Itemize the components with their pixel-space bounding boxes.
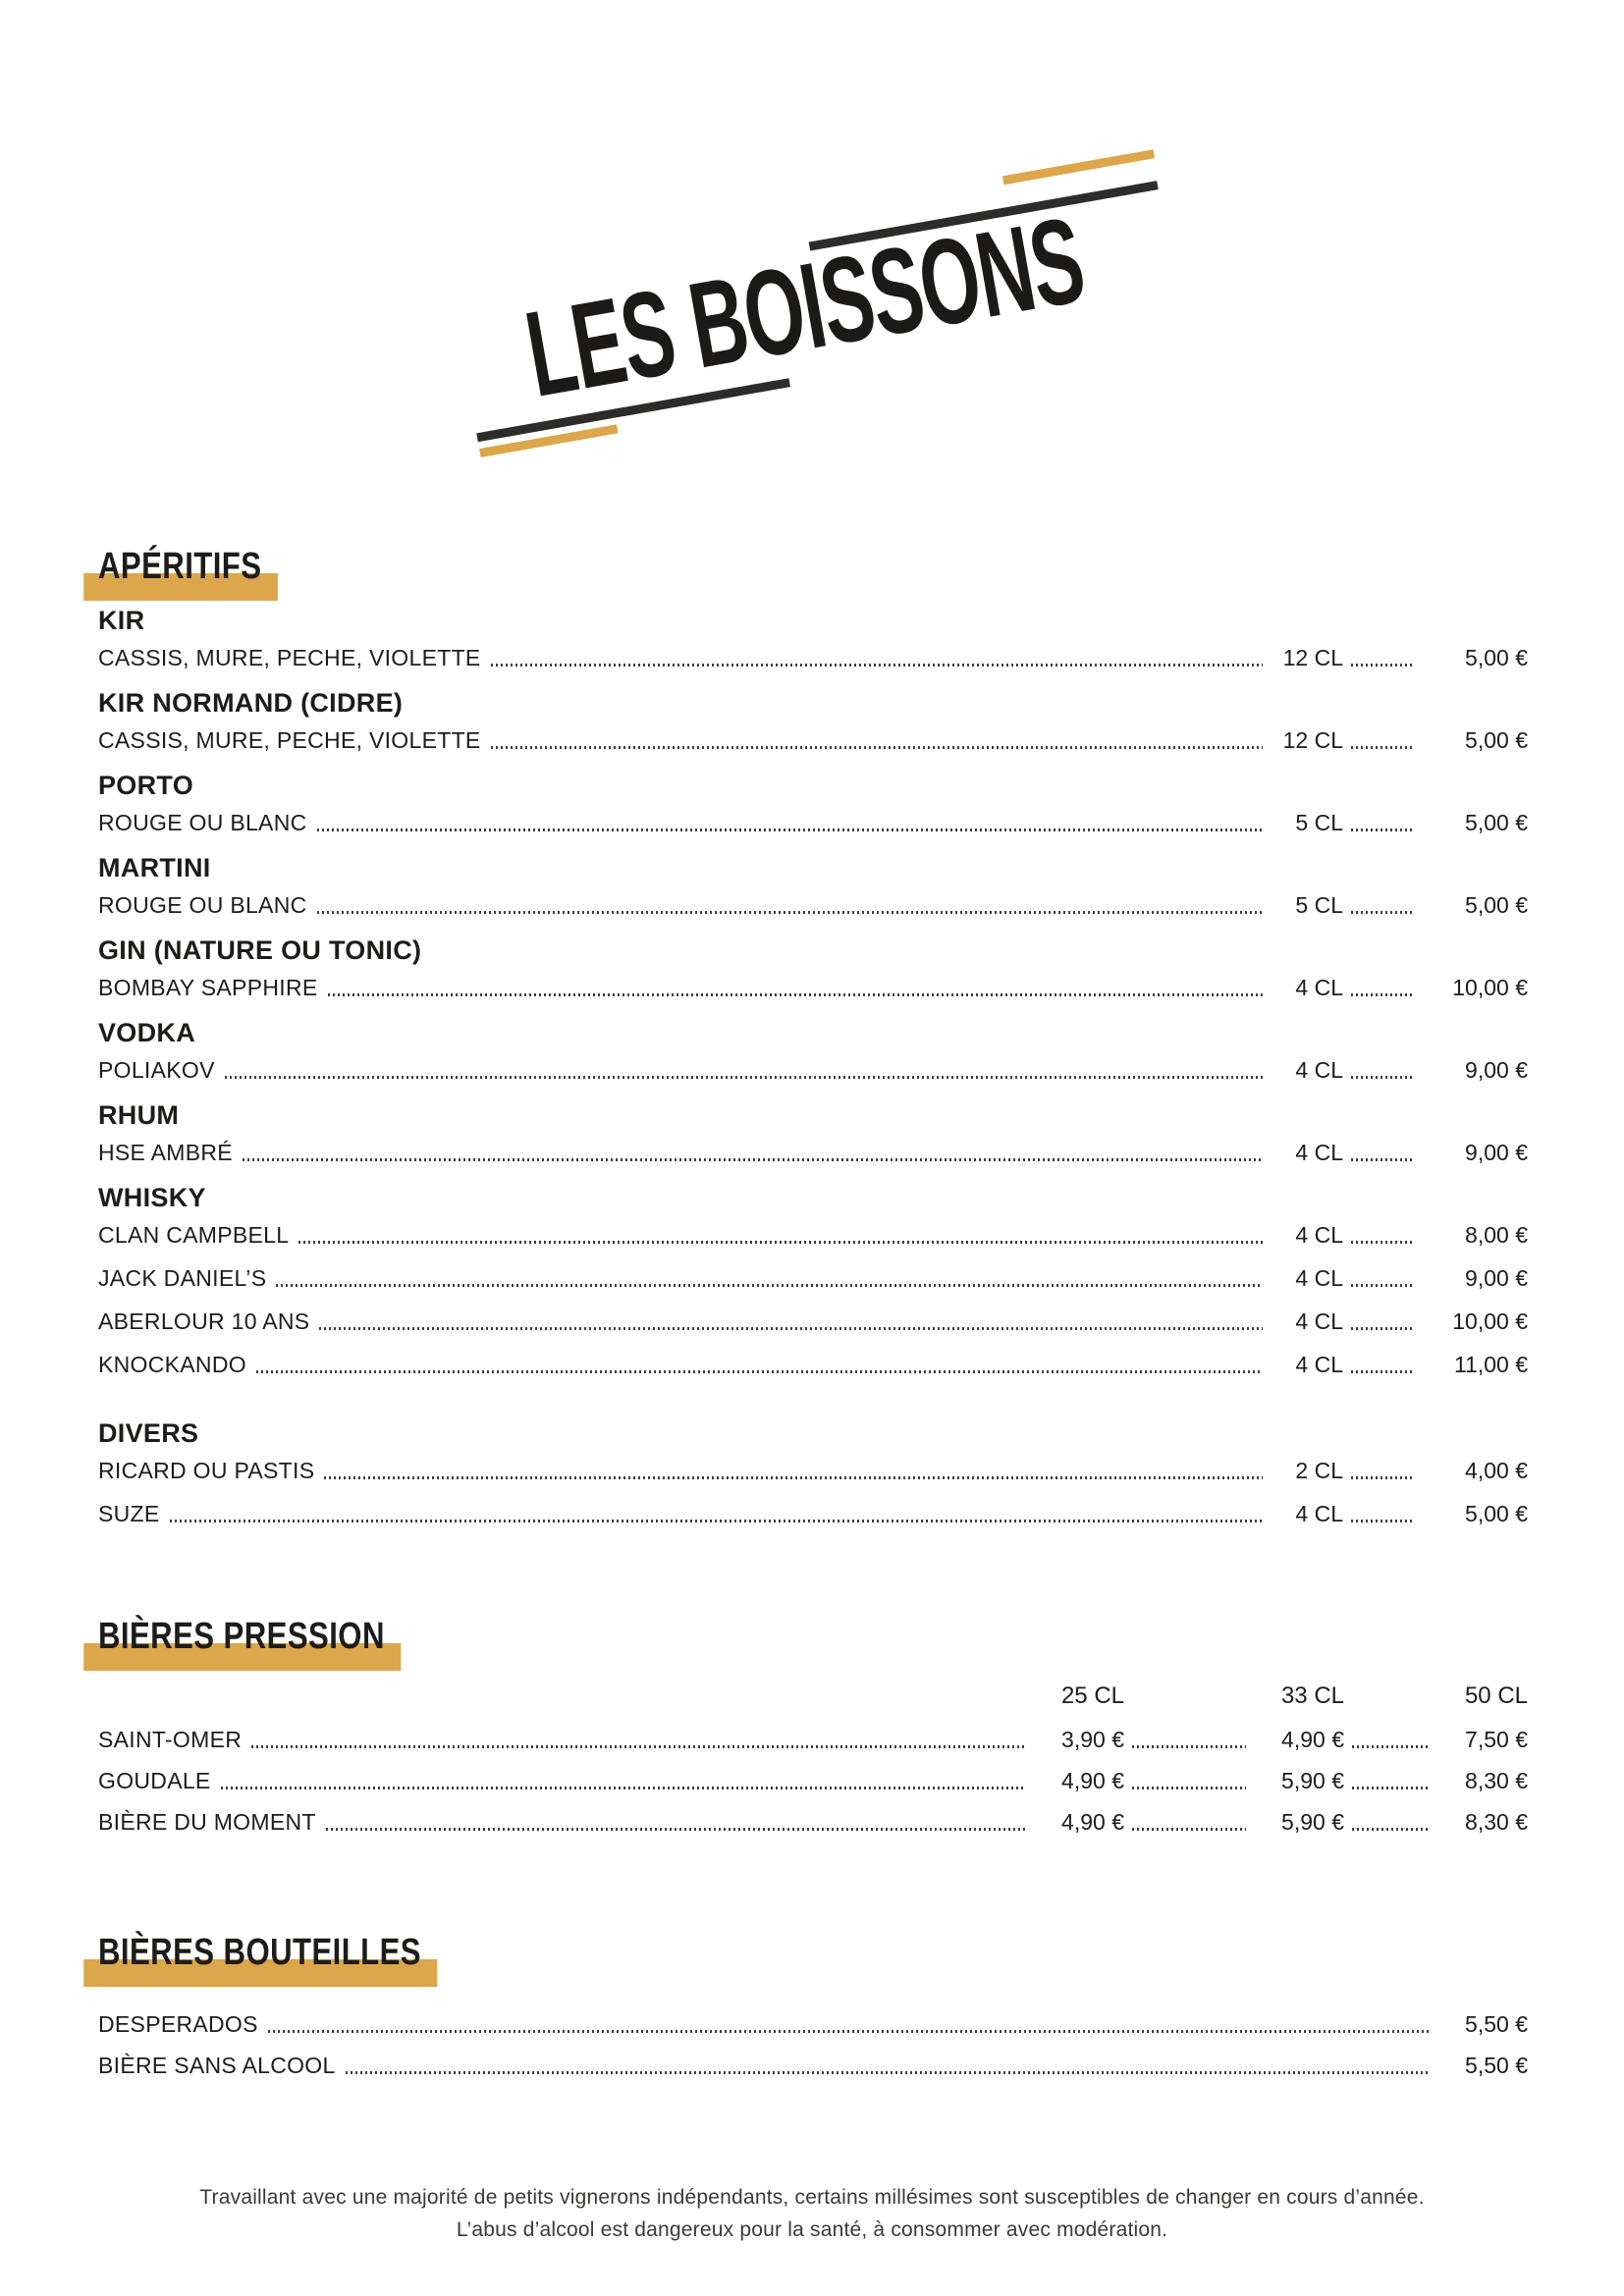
dotted-leader (346, 2071, 1430, 2074)
price-value: 10,00 € (1452, 1308, 1528, 1334)
dotted-leader (1351, 1520, 1412, 1522)
price-value: 5,00 € (1465, 1501, 1528, 1526)
item-description: JACK DANIEL’S (98, 1265, 267, 1291)
dotted-leader (1352, 1745, 1430, 1748)
volume-value: 5 CL (1295, 892, 1343, 918)
menu-group (98, 603, 1528, 671)
dotted-leader (1351, 664, 1412, 667)
title-accent-line-gold-top (1002, 149, 1155, 185)
price-value-25cl: 3,90 € (1061, 1727, 1124, 1752)
dotted-leader (317, 911, 1263, 914)
item-description: ROUGE OU BLANC (98, 810, 307, 835)
menu-group-divers (98, 1415, 1528, 1527)
item-row (98, 1763, 1528, 1794)
item-description: RICARD OU PASTIS (98, 1458, 315, 1483)
price-value: 5,00 € (1465, 645, 1528, 670)
dotted-leader (221, 1787, 1026, 1789)
item-row (98, 1304, 1528, 1335)
item-name: BIÈRE DU MOMENT (98, 1809, 316, 1835)
item-name: PORTO (98, 771, 194, 800)
dotted-leader (251, 1745, 1026, 1748)
item-row (98, 1722, 1528, 1753)
item-name: GOUDALE (98, 1768, 211, 1793)
price-value-33cl: 4,90 € (1281, 1727, 1344, 1752)
dotted-leader (268, 2030, 1430, 2033)
section-heading-wrap (98, 1930, 1528, 1975)
footer-line-2: L’abus d’alcool est dangereux pour la santé, à consommer avec modération. (456, 2218, 1168, 2241)
dotted-leader (317, 828, 1263, 831)
item-name: MARTINI (98, 853, 211, 882)
item-row (98, 887, 1528, 919)
footer-disclaimer (0, 2181, 1624, 2246)
price-value: 9,00 € (1465, 1057, 1528, 1083)
dotted-leader (243, 1158, 1263, 1161)
dotted-leader (1132, 1828, 1246, 1831)
volume-value: 4 CL (1295, 1140, 1343, 1165)
item-row (98, 1052, 1528, 1084)
dotted-leader (1351, 746, 1412, 749)
section-heading-bieres-pression (98, 1614, 385, 1659)
price-value: 10,00 € (1452, 975, 1528, 1000)
column-header-33cl: 33 CL (1280, 1682, 1344, 1709)
dotted-leader (1351, 1284, 1412, 1287)
dotted-leader (170, 1520, 1263, 1522)
section-heading-text: BIÈRES BOUTEILLES (98, 1932, 421, 1973)
volume-value: 12 CL (1282, 727, 1343, 753)
beer-columns-header (98, 1679, 1528, 1710)
item-description: CASSIS, MURE, PECHE, VIOLETTE (98, 727, 481, 753)
price-value: 5,50 € (1465, 2053, 1528, 2078)
dotted-leader (328, 993, 1264, 996)
footer-line-1: Travaillant avec une majorité de petits vignerons indépendants, certains millésimes sont susceptibles de changer en cours d’année. (199, 2186, 1425, 2209)
item-description: ABERLOUR 10 ANS (98, 1308, 310, 1334)
price-value: 11,00 € (1453, 1352, 1528, 1377)
item-name: RHUM (98, 1100, 180, 1130)
item-name: BIÈRE SANS ALCOOL (98, 2053, 336, 2078)
price-value: 5,00 € (1465, 727, 1528, 753)
price-value: 5,50 € (1465, 2011, 1528, 2037)
dotted-leader (491, 746, 1263, 749)
menu-group (98, 685, 1528, 754)
section-heading-wrap (98, 1614, 1528, 1659)
volume-value: 4 CL (1295, 1308, 1343, 1334)
item-description: CLAN CAMPBELL (98, 1222, 290, 1248)
item-row (98, 722, 1528, 754)
dotted-leader (1351, 1158, 1412, 1161)
price-value: 9,00 € (1465, 1265, 1528, 1291)
price-value: 8,00 € (1465, 1222, 1528, 1248)
dotted-leader (225, 1076, 1263, 1079)
dotted-leader (1351, 828, 1412, 831)
dotted-leader (1351, 911, 1412, 914)
item-description: HSE AMBRÉ (98, 1140, 233, 1165)
dotted-leader (1352, 1828, 1430, 1831)
title-block (516, 174, 1187, 470)
volume-value: 2 CL (1295, 1458, 1343, 1483)
beer-rows (98, 1722, 1528, 1836)
menu-group (98, 933, 1528, 1001)
volume-value: 4 CL (1295, 1057, 1343, 1083)
bottle-rows (98, 2006, 1528, 2079)
price-value-25cl: 4,90 € (1061, 1768, 1124, 1793)
section-heading-aperitifs (98, 544, 261, 589)
item-name: KIR NORMAND (CIDRE) (98, 688, 404, 718)
dotted-leader (1351, 1476, 1412, 1479)
menu-group (98, 850, 1528, 919)
item-row (98, 1260, 1528, 1292)
item-description: POLIAKOV (98, 1057, 215, 1083)
item-name: DIVERS (98, 1418, 199, 1448)
volume-value: 4 CL (1295, 1352, 1343, 1377)
item-row (98, 805, 1528, 836)
price-value-50cl: 7,50 € (1465, 1727, 1528, 1752)
price-value-25cl: 4,90 € (1061, 1809, 1124, 1835)
dotted-leader (1132, 1787, 1246, 1789)
item-description: SUZE (98, 1501, 160, 1526)
dotted-leader (1351, 993, 1412, 996)
column-header-50cl: 50 CL (1464, 1682, 1528, 1709)
item-row (98, 1347, 1528, 1378)
item-name: WHISKY (98, 1183, 206, 1212)
item-name: SAINT-OMER (98, 1727, 243, 1752)
price-value-50cl: 8,30 € (1465, 1768, 1528, 1793)
item-name: GIN (NATURE OU TONIC) (98, 935, 422, 965)
dotted-leader (298, 1241, 1263, 1244)
item-row (98, 2006, 1528, 2038)
column-header-25cl: 25 CL (1060, 1682, 1124, 1709)
dotted-leader (276, 1284, 1263, 1287)
item-name: DESPERADOS (98, 2011, 258, 2037)
item-description: ROUGE OU BLANC (98, 892, 307, 918)
item-row (98, 2048, 1528, 2079)
item-row (98, 1804, 1528, 1836)
dotted-leader (324, 1476, 1263, 1479)
dotted-leader (1132, 1745, 1246, 1748)
section-heading-bieres-bouteilles (98, 1930, 421, 1975)
price-value-33cl: 5,90 € (1281, 1768, 1344, 1793)
section-heading-wrap (98, 544, 1528, 589)
section-heading-text: APÉRITIFS (98, 546, 262, 587)
dotted-leader (1351, 1370, 1412, 1373)
price-value: 9,00 € (1465, 1140, 1528, 1165)
dotted-leader (1351, 1076, 1412, 1079)
price-value: 5,00 € (1465, 892, 1528, 918)
price-value: 5,00 € (1465, 810, 1528, 835)
menu-group (98, 768, 1528, 836)
dotted-leader (1351, 1241, 1412, 1244)
section-aperitifs (98, 544, 1528, 1527)
item-name: KIR (98, 606, 145, 635)
dotted-leader (491, 664, 1263, 667)
menu-group (98, 1097, 1528, 1166)
item-description: BOMBAY SAPPHIRE (98, 975, 318, 1000)
section-bieres-pression (98, 1614, 1528, 1836)
volume-value: 12 CL (1282, 645, 1343, 670)
section-bieres-bouteilles (98, 1930, 1528, 2079)
dotted-leader (256, 1370, 1263, 1373)
item-row (98, 1496, 1528, 1527)
item-row (98, 970, 1528, 1001)
menu-group (98, 1015, 1528, 1084)
volume-value: 4 CL (1295, 1265, 1343, 1291)
price-value-50cl: 8,30 € (1465, 1809, 1528, 1835)
volume-value: 5 CL (1295, 810, 1343, 835)
menu-group-whisky (98, 1180, 1528, 1378)
item-description: CASSIS, MURE, PECHE, VIOLETTE (98, 645, 481, 670)
dotted-leader (326, 1828, 1026, 1831)
volume-value: 4 CL (1295, 1222, 1343, 1248)
menu-content (98, 544, 1528, 2079)
price-value-33cl: 5,90 € (1281, 1809, 1344, 1835)
price-value: 4,00 € (1465, 1458, 1528, 1483)
volume-value: 4 CL (1295, 975, 1343, 1000)
item-row (98, 1453, 1528, 1484)
item-name: VODKA (98, 1018, 196, 1047)
item-row (98, 640, 1528, 671)
item-row (98, 1217, 1528, 1249)
item-row (98, 1135, 1528, 1166)
item-description: KNOCKANDO (98, 1352, 246, 1377)
section-heading-text: BIÈRES PRESSION (98, 1616, 385, 1657)
dotted-leader (1351, 1327, 1412, 1330)
volume-value: 4 CL (1295, 1501, 1343, 1526)
page-title: LES BOISSONS (516, 191, 1093, 423)
dotted-leader (1352, 1787, 1430, 1789)
dotted-leader (319, 1327, 1263, 1330)
